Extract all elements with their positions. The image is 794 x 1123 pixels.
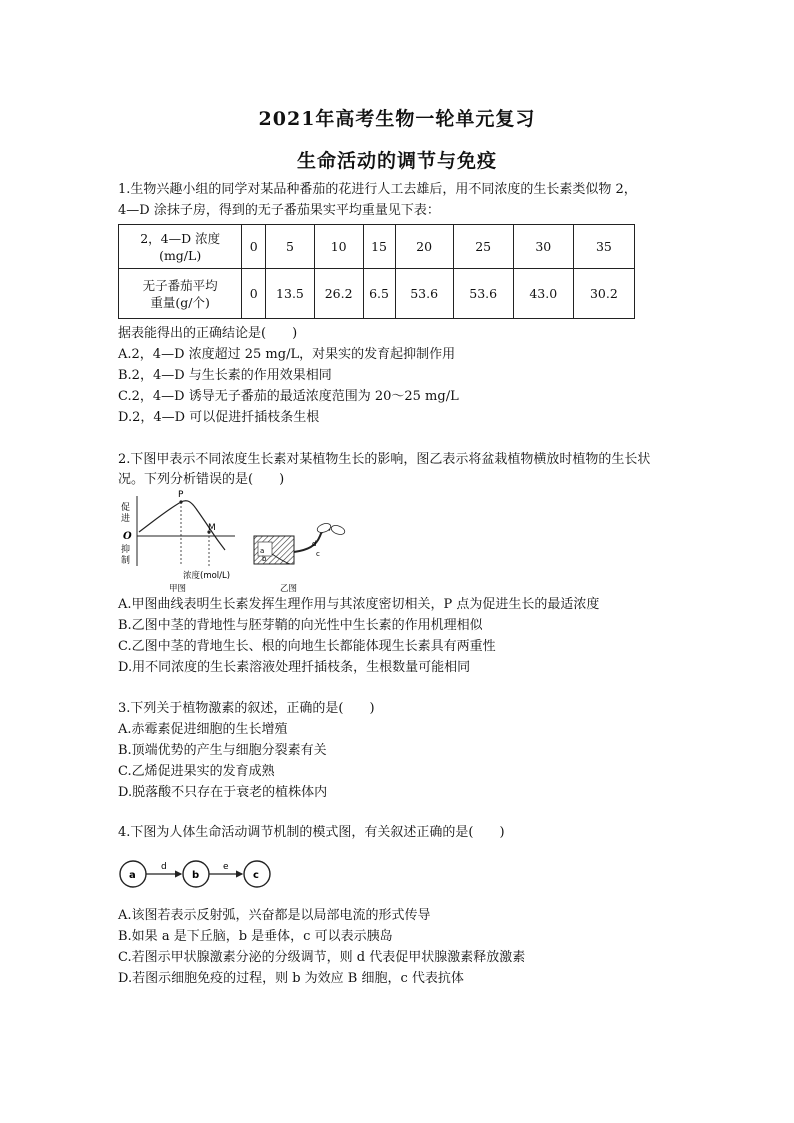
q1-option-b: B.2，4—D 与生长素的作用效果相同	[118, 368, 332, 383]
q1-data-table	[118, 224, 635, 319]
table-cell: 25	[453, 225, 513, 269]
q1-stem-line1: 1.生物兴趣小组的同学对某品种番茄的花进行人工去雄后，用不同浓度的生长素类似物 2，	[118, 182, 637, 197]
table-cell: 10	[314, 225, 363, 269]
q2-option-c: C.乙图中茎的背地生长、根的向地生长都能体现生长素具有两重性	[118, 639, 496, 654]
table-cell: 53.6	[453, 269, 513, 319]
x-axis-label: 浓度(mol/L)	[183, 571, 231, 581]
page-title: 2021年高考生物一轮单元复习	[258, 108, 536, 130]
page-subtitle: 生命活动的调节与免疫	[296, 150, 497, 172]
label-inhibit-1: 抑	[121, 545, 131, 555]
label-c: c	[316, 550, 320, 558]
q4-diagram	[116, 857, 276, 891]
table-cell: 6.5	[363, 269, 395, 319]
arrow-e-label: e	[223, 862, 229, 872]
figure-jia-caption: 甲图	[169, 584, 187, 593]
q4-option-a: A.该图若表示反射弧，兴奋都是以局部电流的形式传导	[118, 908, 431, 923]
point-m-label: M	[208, 523, 216, 533]
table-cell: 43.0	[513, 269, 573, 319]
table-header-weight: 无子番茄平均 重量(g/个)	[119, 269, 242, 319]
table-cell: 35	[573, 225, 634, 269]
q2-option-a: A.甲图曲线表明生长素发挥生理作用与其浓度密切相关，P 点为促进生长的最适浓度	[118, 597, 600, 612]
label-b: b	[262, 555, 267, 563]
q3-option-b: B.顶端优势的产生与细胞分裂素有关	[118, 743, 327, 758]
table-header-concentration: 2，4—D 浓度 (mg/L)	[119, 225, 242, 269]
table-row-concentration	[119, 225, 635, 269]
label-origin: O	[123, 531, 132, 542]
q3-option-d: D.脱落酸不只存在于衰老的植株体内	[118, 785, 328, 800]
label-d: d	[312, 540, 317, 548]
q1-option-a: A.2，4—D 浓度超过 25 mg/L，对果实的发育起抑制作用	[118, 347, 456, 362]
figure-jia	[115, 488, 250, 593]
q1-option-d: D.2，4—D 可以促进扦插枝条生根	[118, 410, 320, 425]
q3-option-c: C.乙烯促进果实的发育成熟	[118, 764, 275, 779]
q1-prompt: 据表能得出的正确结论是( )	[118, 326, 298, 341]
table-cell: 20	[395, 225, 453, 269]
node-a-label: a	[129, 870, 136, 881]
label-inhibit-2: 制	[121, 556, 131, 566]
q4-stem: 4.下图为人体生命活动调节机制的模式图，有关叙述正确的是( )	[118, 825, 505, 840]
figure-yi-caption: 乙图	[280, 584, 298, 593]
table-cell: 53.6	[395, 269, 453, 319]
table-cell: 15	[363, 225, 395, 269]
table-cell: 30	[513, 225, 573, 269]
q1-option-c: C.2，4—D 诱导无子番茄的最适浓度范围为 20～25 mg/L	[118, 389, 459, 404]
q2-option-b: B.乙图中茎的背地性与胚芽鞘的向光性中生长素的作用机理相似	[118, 618, 483, 633]
label-promote-2: 进	[121, 514, 131, 524]
point-p-label: P	[178, 490, 184, 500]
leaf-left	[316, 522, 332, 534]
q3-stem: 3.下列关于植物激素的叙述，正确的是( )	[118, 701, 375, 716]
q1-stem-line2: 4—D 涂抹子房，得到的无子番茄果实平均重量见下表：	[118, 203, 440, 218]
label-promote-1: 促	[121, 503, 131, 513]
node-c-label: c	[253, 870, 259, 881]
q2-stem-line2: 况。下列分析错误的是( )	[118, 472, 285, 487]
label-a: a	[260, 547, 265, 555]
q4-option-c: C.若图示甲状腺激素分泌的分级调节，则 d 代表促甲状腺激素释放激素	[118, 950, 526, 965]
table-cell: 13.5	[266, 269, 315, 319]
point-p-dot	[179, 500, 182, 503]
arrow-d-label: d	[161, 862, 167, 872]
figure-yi	[250, 520, 360, 593]
q4-option-b: B.如果 a 是下丘脑，b 是垂体，c 可以表示胰岛	[118, 929, 393, 944]
table-cell: 0	[242, 225, 266, 269]
table-row-weight	[119, 269, 635, 319]
table-cell: 5	[266, 225, 315, 269]
table-cell: 0	[242, 269, 266, 319]
table-cell: 30.2	[573, 269, 634, 319]
q4-option-d: D.若图示细胞免疫的过程，则 b 为效应 B 细胞，c 代表抗体	[118, 971, 464, 986]
q2-option-d: D.用不同浓度的生长素溶液处理扦插枝条，生根数量可能相同	[118, 660, 471, 675]
q2-stem-line1: 2.下图甲表示不同浓度生长素对某植物生长的影响，图乙表示将盆栽植物横放时植物的生长状	[118, 452, 651, 467]
table-cell: 26.2	[314, 269, 363, 319]
node-b-label: b	[192, 870, 200, 881]
leaf-right	[330, 524, 346, 536]
q3-option-a: A.赤霉素促进细胞的生长增殖	[118, 722, 288, 737]
